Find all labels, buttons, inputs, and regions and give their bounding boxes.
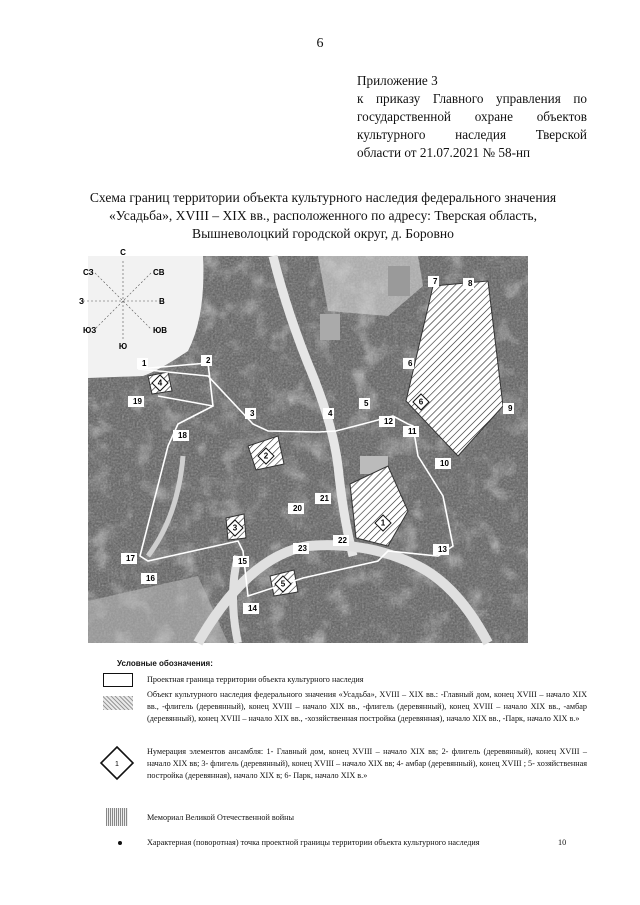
boundary-point-label: 17: [126, 554, 135, 563]
boundary-point-label: 16: [146, 574, 155, 583]
element-number-symbol-label: 1: [115, 761, 119, 768]
compass-north: С: [120, 248, 126, 257]
boundary-point-label: 21: [320, 494, 329, 503]
aerial-map: [79, 248, 528, 643]
boundary-point-label: 2: [206, 356, 211, 365]
compass-west: З: [79, 297, 85, 306]
compass-northeast: СВ: [153, 268, 165, 277]
boundary-point-label: 7: [433, 277, 438, 286]
element-marker-label: 3: [232, 523, 238, 533]
legend-heritage-object: Объект культурного наследия федерального значения «Усадьба», XVIII – XIX вв.: -Главный дом, конец XVIII – начало XIX вв., -флигель (деревянный), конец XVIII – начало XIX вв., -флигель (деревянный), конец XVIII – начало XIX вв., -амбар (деревянный), конец XVIII – начало XIX вв., -хозяйственная постройка (деревянная), начало XIX вв., -Парк, начало XIX в.»: [147, 690, 587, 723]
page-number: 6: [316, 36, 324, 51]
boundary-point-label: 1: [142, 359, 147, 368]
compass-south: Ю: [118, 342, 128, 351]
boundary-point-label: 5: [364, 399, 369, 408]
boundary-point-label: 13: [438, 545, 447, 554]
boundary-symbol: [103, 673, 133, 687]
element-marker-label: 1: [380, 518, 386, 528]
compass-northwest: СЗ: [83, 268, 94, 277]
boundary-point-label: 19: [133, 397, 142, 406]
memorial-symbol: [106, 808, 128, 826]
boundary-point-label: 12: [384, 417, 393, 426]
building: [388, 266, 410, 296]
boundary-point-label: 10: [440, 459, 449, 468]
appendix-header: [357, 72, 587, 162]
element-marker-label: 4: [157, 378, 163, 388]
building: [320, 314, 340, 340]
appendix-line: культурного наследия Тверской: [357, 127, 587, 142]
legend-memorial: Мемориал Великой Отечественной войны: [147, 813, 295, 822]
scheme-title: Схема границ территории объекта культурного наследия федерального значения «Усадьба», XVIII – XIX вв., расположенного по адресу: Тверская область, Вышневолоцкий городской округ, д. Боровно: [89, 190, 557, 241]
boundary-point-label: 20: [293, 504, 302, 513]
boundary-point-label: 22: [338, 536, 347, 545]
appendix-line: Приложение 3: [357, 73, 438, 88]
boundary-point-label: 9: [508, 404, 513, 413]
element-marker-label: 2: [263, 451, 269, 461]
boundary-point-label: 11: [408, 427, 417, 436]
appendix-line: области от 21.07.2021 № 58-нп: [357, 145, 531, 160]
boundary-point-label: 23: [298, 544, 307, 553]
legend-title: Условные обозначения:: [117, 659, 213, 668]
appendix-line: к приказу Главного управления по: [357, 91, 587, 106]
boundary-point-label: 3: [250, 409, 255, 418]
boundary-point-label: 18: [178, 431, 187, 440]
element-marker-label: 5: [280, 579, 286, 589]
heritage-object-symbol: [103, 696, 133, 710]
boundary-point-label: 8: [468, 279, 473, 288]
compass-southeast: ЮВ: [153, 326, 168, 335]
legend-turning-point: Характерная (поворотная) точка проектной границы территории объекта культурного наследия: [147, 838, 480, 847]
boundary-point-label: 4: [328, 409, 333, 418]
compass-east: В: [159, 297, 165, 306]
boundary-point-label: 14: [248, 604, 257, 613]
boundary-point-label: 15: [238, 557, 247, 566]
element-marker-label: 6: [418, 397, 424, 407]
compass-southwest: ЮЗ: [83, 326, 97, 335]
element-number-symbol: [100, 746, 134, 780]
boundary-point-label: 6: [408, 359, 413, 368]
legend-boundary: Проектная граница территории объекта культурного наследия: [147, 675, 364, 684]
legend-numbering: Нумерация элементов ансамбля: 1- Главный дом, конец XVIII – начало XIX вв; 2- флигель (деревянный), конец XVIII – начало XIX вв; 3- флигель (деревянный), конец XVIII – начало XIX вв; 4- амбар (деревянный), конец XVIII ; 5- хозяйственная постройка (деревянная), начало XIX в; 6- Парк, начало XIX в.»: [147, 747, 587, 780]
legend-turning-point-example: 10: [558, 838, 567, 847]
appendix-line: государственной охране объектов: [357, 109, 587, 124]
turning-point-symbol: [118, 841, 122, 845]
